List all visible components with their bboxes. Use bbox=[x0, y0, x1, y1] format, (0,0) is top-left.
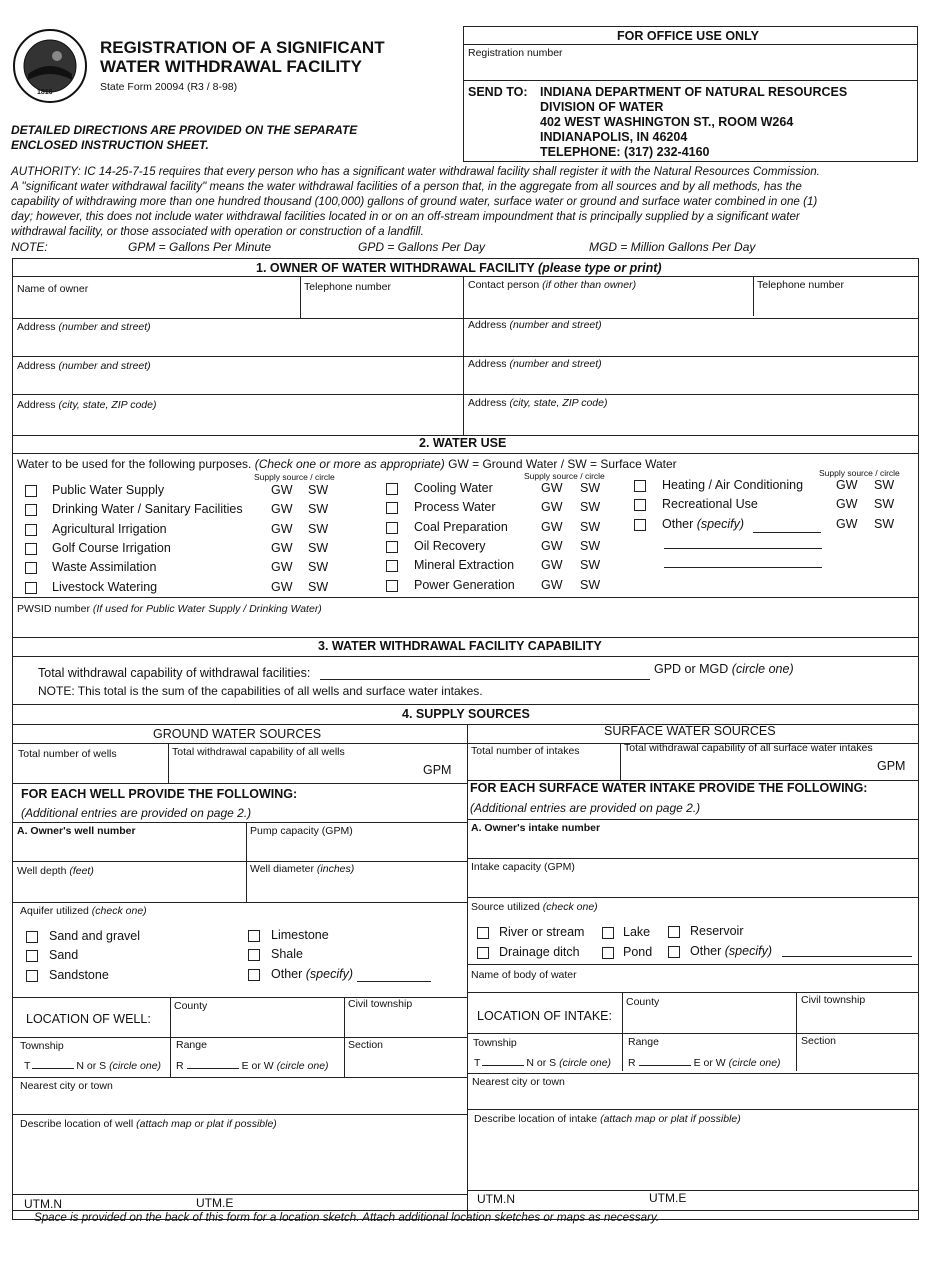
label-livestock-watering bbox=[52, 581, 157, 595]
sw-option[interactable]: SW bbox=[580, 519, 601, 534]
owner-telephone-label: Telephone number bbox=[304, 281, 391, 293]
gw-option[interactable]: GW bbox=[271, 579, 293, 594]
water-use-label: Power Generation bbox=[414, 577, 515, 592]
well-county-label: County bbox=[174, 1000, 208, 1012]
source-option-text: Other bbox=[690, 944, 722, 958]
checkbox-pond[interactable] bbox=[602, 947, 614, 959]
checkbox-sand[interactable] bbox=[26, 950, 38, 962]
water-use-label: Golf Course Irrigation bbox=[52, 540, 171, 555]
intake-township-label: Township bbox=[473, 1037, 517, 1049]
well-utm-e: UTM.E bbox=[196, 1196, 234, 1210]
owner-address-street-2: Address (number and street) bbox=[17, 360, 151, 372]
state-seal bbox=[12, 28, 88, 104]
gw-option[interactable]: GW bbox=[271, 521, 293, 536]
source-utilized-label: Source utilized (check one) bbox=[471, 901, 598, 913]
source-option-text: Lake bbox=[623, 925, 651, 939]
specify-note: (specify) bbox=[724, 944, 772, 958]
contact-address-street-2: Address (number and street) bbox=[468, 358, 602, 370]
each-well-additional: (Additional entries are provided on page 2.) bbox=[21, 806, 252, 820]
water-use-label: Oil Recovery bbox=[414, 538, 486, 553]
form-title-line2: WATER WITHDRAWAL FACILITY bbox=[100, 57, 362, 76]
authority-line-3: capability of withdrawing more than one hundred thousand (100,000) gallons of ground water, surface water or ground and surface water combined in one (1) bbox=[11, 195, 818, 208]
form-number: State Form 20094 (R3 / 8-98) bbox=[100, 81, 238, 93]
well-civil-township-label: Civil township bbox=[348, 998, 413, 1010]
checkbox-mineral-extraction[interactable] bbox=[386, 560, 398, 572]
source-label-pond bbox=[623, 946, 652, 960]
sw-option[interactable]: SW bbox=[308, 502, 329, 517]
checkbox-drinking-water-sanitary-facilities[interactable] bbox=[25, 504, 37, 516]
gw-option[interactable]: GW bbox=[836, 497, 858, 512]
owner-address-city: Address (city, state, ZIP code) bbox=[17, 399, 157, 411]
well-diameter-label: Well diameter (inches) bbox=[250, 863, 355, 875]
other-specify-line[interactable] bbox=[753, 532, 821, 533]
sw-option[interactable]: SW bbox=[308, 579, 329, 594]
intake-section-label: Section bbox=[801, 1035, 837, 1047]
send-to-address-3: 402 WEST WASHINGTON ST., ROOM W264 bbox=[540, 115, 794, 129]
gw-option[interactable]: GW bbox=[541, 500, 563, 515]
checkbox-sand-and-gravel[interactable] bbox=[26, 931, 38, 943]
send-to-address-1: INDIANA DEPARTMENT OF NATURAL RESOURCES bbox=[540, 85, 848, 99]
name-body-label: Name of body of water bbox=[471, 969, 577, 981]
label-waste-assimilation bbox=[52, 561, 156, 575]
aquifer-label-limestone bbox=[271, 929, 329, 943]
gpd-mgd-label: GPD or MGD (circle one) bbox=[654, 662, 794, 676]
sw-option[interactable]: SW bbox=[580, 538, 601, 553]
gw-option[interactable]: GW bbox=[541, 538, 563, 553]
form-title-line1: REGISTRATION OF A SIGNIFICANT bbox=[100, 38, 385, 57]
supply-source-label-1: Supply source / circle bbox=[254, 472, 335, 482]
intake-utm-e: UTM.E bbox=[649, 1191, 687, 1205]
total-withdrawal-label: Total withdrawal capability of withdrawal facilities: bbox=[38, 666, 311, 680]
well-utm-n: UTM.N bbox=[24, 1197, 62, 1211]
checkbox-shale[interactable] bbox=[248, 949, 260, 961]
authority-line-4: day; however, this does not include water withdrawal facilities located in or on an off-stream impoundment that is principally supplied by a significant water bbox=[11, 210, 800, 223]
checkbox-recreational-use[interactable] bbox=[634, 499, 646, 511]
intake-range-label: Range bbox=[628, 1036, 659, 1048]
authority-line-2: A "significant water withdrawal facility" means the water withdrawal facilities of a person that, in the aggregate from all sources and by all methods, has the bbox=[11, 180, 802, 193]
checkbox-drainage-ditch[interactable] bbox=[477, 947, 489, 959]
checkbox-process-water[interactable] bbox=[386, 502, 398, 514]
wells-gpm-label: GPM bbox=[423, 763, 452, 777]
well-depth-label: Well depth (feet) bbox=[17, 865, 94, 877]
label-cooling-water bbox=[414, 482, 493, 496]
section2-title: 2. WATER USE bbox=[419, 436, 507, 450]
water-use-label: Process Water bbox=[414, 500, 496, 515]
send-to-address-4: INDIANAPOLIS, IN 46204 bbox=[540, 130, 688, 144]
aquifer-label: Aquifer utilized (check one) bbox=[20, 905, 147, 917]
pump-capacity-label: Pump capacity (GPM) bbox=[250, 825, 353, 837]
water-use-label: Agricultural Irrigation bbox=[52, 521, 167, 536]
contact-telephone-label: Telephone number bbox=[757, 279, 844, 291]
label-recreational-use bbox=[662, 498, 758, 512]
send-to-address-2: DIVISION OF WATER bbox=[540, 100, 664, 114]
gw-option[interactable]: GW bbox=[836, 478, 858, 492]
checkbox-reservoir[interactable] bbox=[668, 926, 680, 938]
gpm-definition: GPM = Gallons Per Minute bbox=[128, 240, 272, 254]
section3-title: 3. WATER WITHDRAWAL FACILITY CAPABILITY bbox=[318, 639, 602, 653]
intake-nearest-city-label: Nearest city or town bbox=[472, 1076, 565, 1088]
name-of-owner-label: Name of owner bbox=[17, 283, 89, 295]
source-option-text: Drainage ditch bbox=[499, 945, 580, 959]
total-cap-intakes-label: Total withdrawal capability of all surface water intakes bbox=[624, 742, 873, 754]
label-other bbox=[662, 518, 744, 532]
checkbox-power-generation[interactable] bbox=[386, 580, 398, 592]
directions-line1: DETAILED DIRECTIONS ARE PROVIDED ON THE SEPARATE bbox=[11, 123, 358, 137]
checkbox-public-water-supply[interactable] bbox=[25, 485, 37, 497]
total-cap-wells-label: Total withdrawal capability of all wells bbox=[172, 746, 345, 758]
section3-note: NOTE: This total is the sum of the capabilities of all wells and surface water intakes. bbox=[38, 684, 483, 698]
source-label-lake bbox=[623, 926, 650, 940]
location-well-label: LOCATION OF WELL: bbox=[26, 1012, 151, 1026]
footer-note: Space is provided on the back of this form for a location sketch. Attach additional location sketches or maps as necessary. bbox=[34, 1211, 660, 1224]
label-power-generation bbox=[414, 579, 515, 593]
water-use-label: Drinking Water / Sanitary Facilities bbox=[52, 502, 243, 517]
owners-intake-label: A. Owner's intake number bbox=[471, 822, 601, 834]
source-label-reservoir bbox=[690, 925, 744, 939]
sw-option[interactable]: SW bbox=[308, 483, 329, 497]
total-intakes-label: Total number of intakes bbox=[471, 745, 580, 757]
supply-source-label-3: Supply source / circle bbox=[819, 468, 900, 478]
gw-option[interactable]: GW bbox=[271, 483, 293, 497]
send-to-address-5: TELEPHONE: (317) 232-4160 bbox=[540, 145, 710, 159]
water-use-label: Heating / Air Conditioning bbox=[662, 478, 804, 492]
source-label-other bbox=[690, 945, 772, 959]
water-use-label: Recreational Use bbox=[662, 497, 758, 512]
label-process-water bbox=[414, 501, 496, 515]
specify-note: (specify) bbox=[305, 966, 353, 981]
each-well-heading: FOR EACH WELL PROVIDE THE FOLLOWING: bbox=[21, 787, 298, 801]
intakes-gpm-label: GPM bbox=[877, 759, 906, 773]
specify-note: (specify) bbox=[696, 516, 744, 531]
checkbox-other[interactable] bbox=[248, 969, 260, 981]
well-township-value: T N or S (circle one) bbox=[24, 1060, 162, 1072]
checkbox-agricultural-irrigation[interactable] bbox=[25, 524, 37, 536]
owner-address-street-1: Address (number and street) bbox=[17, 321, 151, 333]
label-mineral-extraction bbox=[414, 559, 514, 573]
owners-well-label: A. Owner's well number bbox=[17, 825, 136, 837]
intake-range-value: R E or W (circle one) bbox=[628, 1057, 781, 1069]
supply-source-label-2: Supply source / circle bbox=[524, 471, 605, 481]
checkbox-coal-preparation[interactable] bbox=[386, 522, 398, 534]
aquifer-option-text: Shale bbox=[271, 947, 303, 962]
sw-option[interactable]: SW bbox=[580, 500, 601, 515]
section1-title: 1. OWNER OF WATER WITHDRAWAL FACILITY (please type or print) bbox=[256, 261, 662, 275]
water-use-intro: Water to be used for the following purposes. (Check one or more as appropriate) GW = Ground Water / SW = Surface Water bbox=[17, 457, 677, 471]
checkbox-golf-course-irrigation[interactable] bbox=[25, 543, 37, 555]
label-oil-recovery bbox=[414, 540, 486, 554]
checkbox-river-or-stream[interactable] bbox=[477, 927, 489, 939]
sw-option[interactable]: SW bbox=[874, 478, 895, 492]
aquifer-option-text: Limestone bbox=[271, 928, 329, 942]
sw-option[interactable]: SW bbox=[874, 497, 895, 512]
sw-option[interactable]: SW bbox=[308, 560, 329, 575]
well-range-label: Range bbox=[176, 1039, 207, 1051]
label-public-water-supply bbox=[52, 484, 164, 498]
checkbox-cooling-water[interactable] bbox=[386, 483, 398, 495]
checkbox-waste-assimilation[interactable] bbox=[25, 562, 37, 574]
sw-option[interactable]: SW bbox=[308, 521, 329, 536]
water-use-label: Coal Preparation bbox=[414, 519, 508, 534]
sw-option[interactable]: SW bbox=[580, 577, 601, 592]
section4-title: 4. SUPPLY SOURCES bbox=[402, 707, 530, 721]
intake-civil-township-label: Civil township bbox=[801, 994, 866, 1006]
intake-county-label: County bbox=[626, 996, 660, 1008]
seal-year: 1816 bbox=[37, 89, 53, 96]
water-use-label: Cooling Water bbox=[414, 481, 493, 495]
sw-option[interactable]: SW bbox=[580, 481, 601, 495]
gw-option[interactable]: GW bbox=[271, 540, 293, 555]
contact-address-city: Address (city, state, ZIP code) bbox=[468, 397, 608, 409]
aquifer-label-other bbox=[271, 968, 353, 982]
total-wells-label: Total number of wells bbox=[18, 748, 117, 760]
send-to-label: SEND TO: bbox=[468, 85, 528, 99]
source-label-river-or-stream bbox=[499, 926, 584, 940]
gw-option[interactable]: GW bbox=[541, 558, 563, 573]
total-withdrawal-line[interactable] bbox=[320, 679, 650, 680]
gw-option[interactable]: GW bbox=[271, 502, 293, 517]
contact-person-label: Contact person (if other than owner) bbox=[468, 279, 637, 291]
pwsid-label: PWSID number (If used for Public Water Supply / Drinking Water) bbox=[17, 603, 322, 615]
aquifer-label-sand: Sand bbox=[49, 948, 79, 963]
registration-number-label: Registration number bbox=[468, 47, 563, 59]
intake-capacity-label: Intake capacity (GPM) bbox=[471, 861, 575, 873]
describe-well-label: Describe location of well (attach map or plat if possible) bbox=[20, 1118, 277, 1130]
water-use-label: Livestock Watering bbox=[52, 579, 158, 594]
source-option-text: Pond bbox=[623, 945, 653, 959]
label-drinking-water-sanitary-facilities bbox=[52, 503, 243, 517]
water-use-label: Other bbox=[662, 516, 694, 531]
sw-option[interactable]: SW bbox=[580, 558, 601, 573]
label-agricultural-irrigation bbox=[52, 523, 167, 537]
well-nearest-city-label: Nearest city or town bbox=[20, 1080, 113, 1092]
note-label: NOTE: bbox=[11, 240, 48, 254]
sw-option[interactable]: SW bbox=[874, 516, 895, 531]
checkbox-limestone[interactable] bbox=[248, 930, 260, 942]
describe-intake-label: Describe location of intake (attach map or plat if possible) bbox=[474, 1113, 741, 1125]
intake-utm-n: UTM.N bbox=[477, 1192, 515, 1206]
directions-line2: ENCLOSED INSTRUCTION SHEET. bbox=[11, 138, 209, 152]
gw-sources-title: GROUND WATER SOURCES bbox=[153, 727, 322, 741]
water-use-label: Mineral Extraction bbox=[414, 558, 515, 573]
label-heating-air-conditioning bbox=[662, 479, 803, 493]
gpd-definition: GPD = Gallons Per Day bbox=[358, 240, 486, 254]
aquifer-label-shale bbox=[271, 948, 303, 962]
checkbox-heating-air-conditioning[interactable] bbox=[634, 480, 646, 492]
aquifer-label-sandstone: Sandstone bbox=[49, 967, 109, 982]
each-intake-heading: FOR EACH SURFACE WATER INTAKE PROVIDE THE FOLLOWING: bbox=[470, 781, 868, 795]
source-option-text: Reservoir bbox=[690, 924, 744, 938]
location-intake-label: LOCATION OF INTAKE: bbox=[477, 1009, 612, 1023]
water-use-label: Public Water Supply bbox=[52, 483, 165, 497]
aquifer-label-sand-and-gravel: Sand and gravel bbox=[49, 929, 141, 943]
contact-address-street-1: Address (number and street) bbox=[468, 319, 602, 331]
intake-township-value: T N or S (circle one) bbox=[474, 1057, 612, 1069]
authority-line-1: AUTHORITY: IC 14-25-7-15 requires that every person who has a significant water withdrawal facility shall register it with the Natural Resources Commission. bbox=[11, 165, 820, 178]
source-label-drainage-ditch bbox=[499, 946, 580, 960]
gw-option[interactable]: GW bbox=[271, 560, 293, 575]
gw-option[interactable]: GW bbox=[541, 481, 563, 495]
checkbox-lake[interactable] bbox=[602, 927, 614, 939]
well-section-label: Section bbox=[348, 1039, 384, 1051]
checkbox-livestock-watering[interactable] bbox=[25, 582, 37, 594]
gw-option[interactable]: GW bbox=[836, 516, 858, 531]
authority-line-5: withdrawal facility, or those associated with operation or construction of a landfill. bbox=[11, 225, 424, 238]
aquifer-option-text: Other bbox=[271, 966, 303, 981]
checkbox-other[interactable] bbox=[668, 946, 680, 958]
sw-sources-title: SURFACE WATER SOURCES bbox=[604, 724, 776, 738]
label-coal-preparation bbox=[414, 521, 508, 535]
checkbox-sandstone[interactable] bbox=[26, 970, 38, 982]
mgd-definition: MGD = Million Gallons Per Day bbox=[589, 240, 756, 254]
label-golf-course-irrigation bbox=[52, 542, 171, 556]
checkbox-oil-recovery[interactable] bbox=[386, 541, 398, 553]
well-township-label: Township bbox=[20, 1040, 64, 1052]
sw-option[interactable]: SW bbox=[308, 540, 329, 555]
gw-option[interactable]: GW bbox=[541, 519, 563, 534]
gw-option[interactable]: GW bbox=[541, 577, 563, 592]
water-use-label: Waste Assimilation bbox=[52, 560, 157, 575]
well-range-value: R E or W (circle one) bbox=[176, 1060, 329, 1072]
checkbox-other[interactable] bbox=[634, 519, 646, 531]
source-option-text: River or stream bbox=[499, 925, 585, 939]
office-use-title: FOR OFFICE USE ONLY bbox=[617, 29, 759, 43]
each-intake-additional: (Additional entries are provided on page 2.) bbox=[470, 801, 701, 815]
